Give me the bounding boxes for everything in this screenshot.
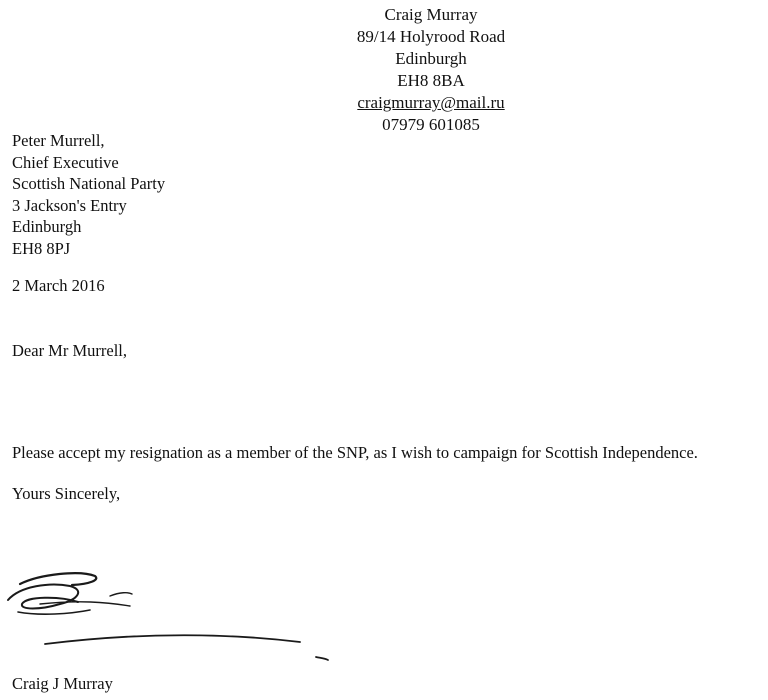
letter-date: 2 March 2016 (12, 276, 105, 295)
salutation: Dear Mr Murrell, (12, 341, 128, 360)
handwritten-signature (0, 560, 340, 670)
sender-address-block (300, 4, 562, 136)
recipient-postcode: EH8 8PJ (12, 238, 71, 258)
signatory-name: Craig J Murray (12, 674, 113, 693)
sender-street: 89/14 Holyrood Road (356, 27, 506, 46)
recipient-city: Edinburgh (12, 217, 82, 236)
recipient-title: Chief Executive (12, 152, 119, 172)
sender-email: craigmurray@mail.ru (357, 93, 505, 112)
recipient-organization: Scottish National Party (12, 174, 166, 193)
recipient-address-block (12, 130, 165, 259)
body-paragraph: Please accept my resignation as a member of the SNP, as I wish to campaign for Scottish Independence. (12, 443, 698, 462)
sender-phone: 07979 601085 (382, 115, 480, 134)
sender-city: Edinburgh (395, 49, 467, 68)
sender-name: Craig Murray (384, 5, 478, 24)
sender-postcode: EH8 8BA (397, 71, 465, 90)
recipient-street: 3 Jackson's Entry (12, 195, 127, 215)
closing-line: Yours Sincerely, (12, 484, 121, 503)
recipient-name: Peter Murrell, (12, 131, 105, 150)
